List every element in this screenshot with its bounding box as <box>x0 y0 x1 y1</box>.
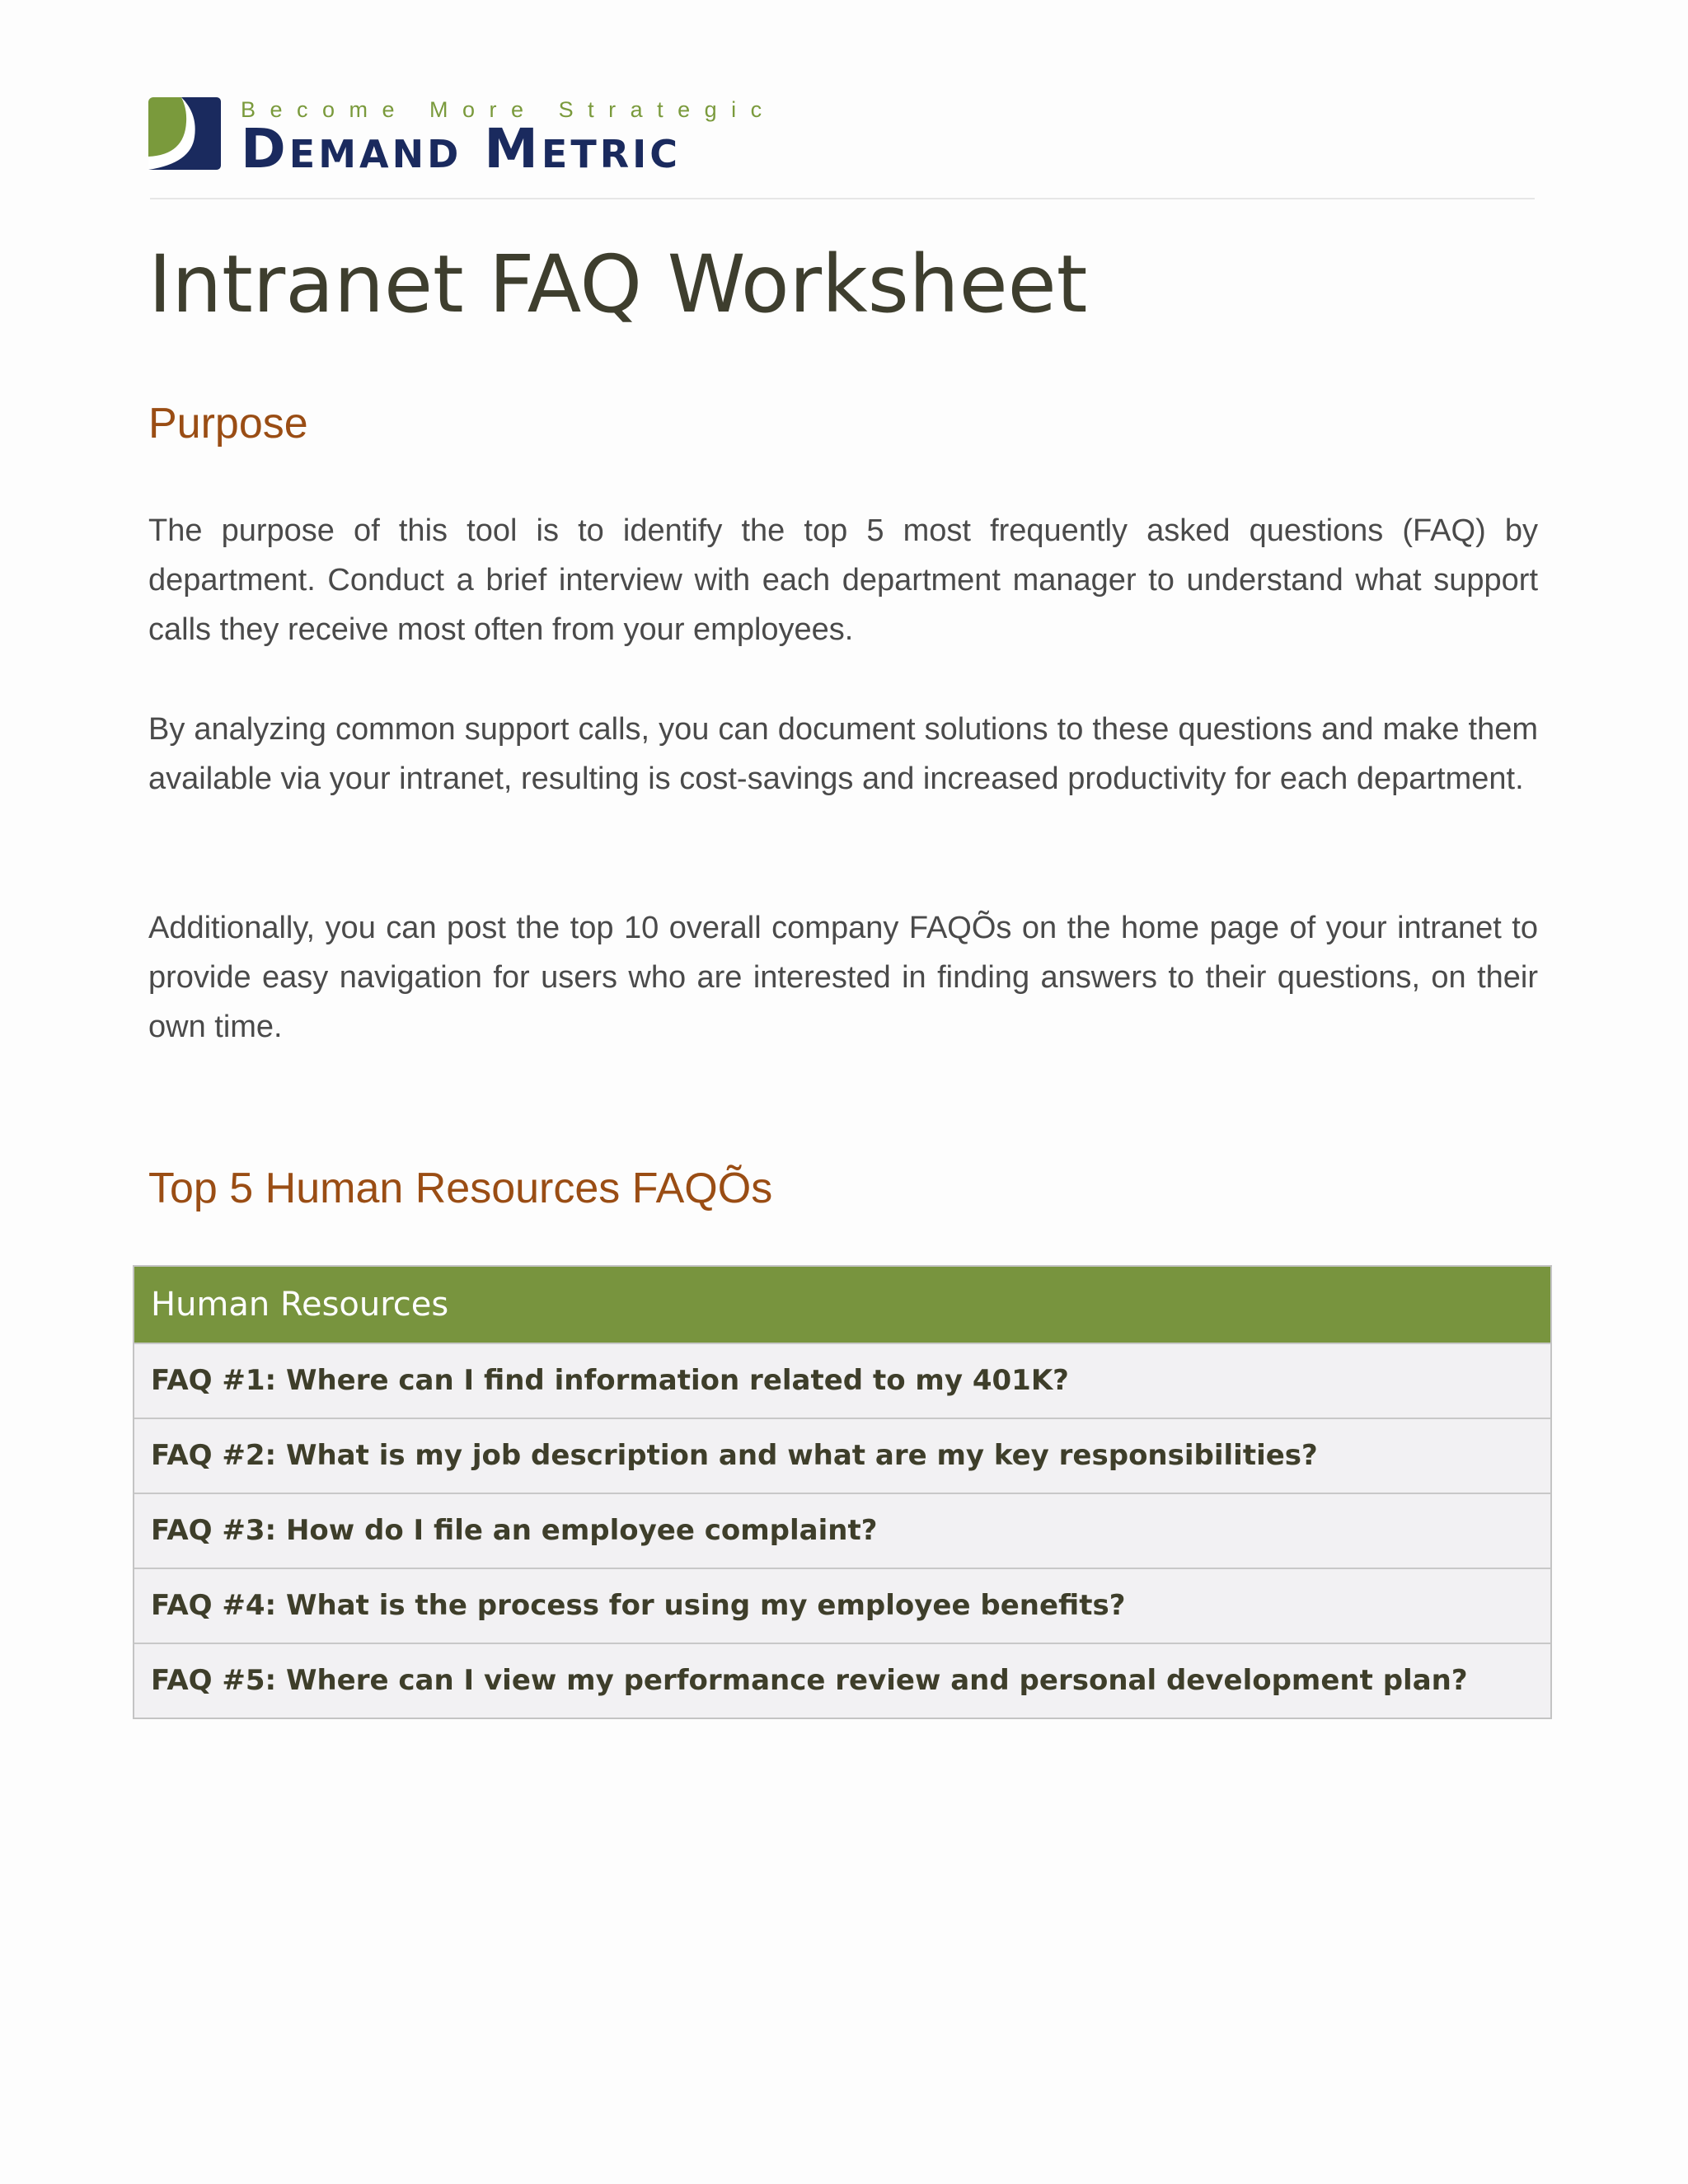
faq-row-3: FAQ #3: How do I file an employee complaint? <box>134 1493 1550 1568</box>
purpose-paragraph-3: Additionally, you can post the top 10 overall company FAQÕs on the home page of your intranet to provide easy navigation for users who are interested in finding answers to their questions, on their own time. <box>148 911 1538 1044</box>
faq-table-header: Human Resources <box>134 1267 1550 1343</box>
faq-section-heading: Top 5 Human Resources FAQÕs <box>148 1165 773 1212</box>
purpose-paragraph-2: By analyzing common support calls, you can document solutions to these questions and make them available via your intranet, resulting is cost-savings and increased productivity for each department. <box>148 712 1538 796</box>
faq-row-1: FAQ #1: Where can I find information related to my 401K? <box>134 1343 1550 1418</box>
faq-table <box>133 1265 1552 1719</box>
header-divider <box>150 198 1535 199</box>
demand-metric-logo-icon <box>148 97 221 170</box>
faq-row-2: FAQ #2: What is my job description and what are my key responsibilities? <box>134 1418 1550 1493</box>
logo-tagline: Become More Strategic <box>241 97 776 122</box>
faq-row-5: FAQ #5: Where can I view my performance review and personal development plan? <box>134 1643 1550 1718</box>
faq-row-4: FAQ #4: What is the process for using my employee benefits? <box>134 1568 1550 1643</box>
page-title: Intranet FAQ Worksheet <box>148 238 1088 330</box>
logo-brand-name: Demand Metric <box>241 117 682 180</box>
purpose-heading: Purpose <box>148 400 308 448</box>
demand-metric-logo <box>148 97 791 180</box>
purpose-paragraph-1: The purpose of this tool is to identify the top 5 most frequently asked questions (FAQ) by department. Conduct a brief interview with each department manager to understand what support calls they receive most often from your employees. <box>148 513 1538 647</box>
